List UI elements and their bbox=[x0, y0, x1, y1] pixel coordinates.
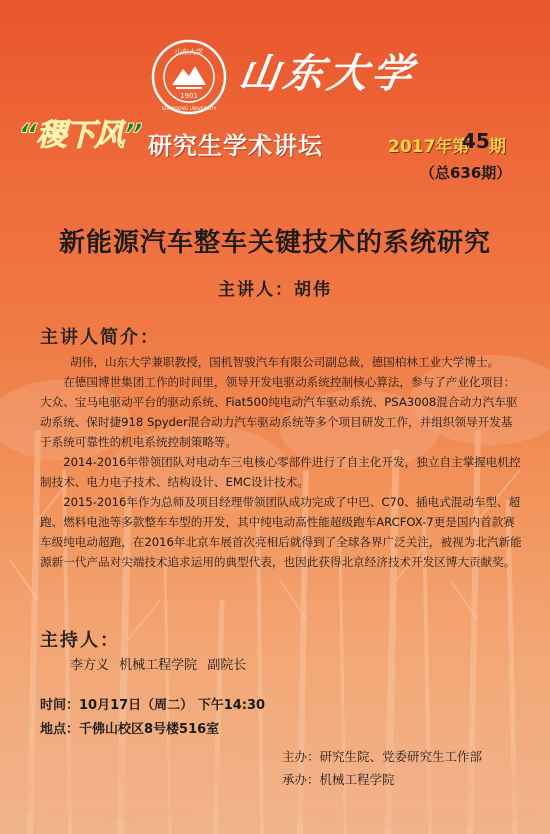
host-heading: 主持人： bbox=[40, 630, 120, 651]
svg-text:1901: 1901 bbox=[180, 92, 198, 100]
event-location: 地点：千佛山校区8号楼516室 bbox=[40, 722, 220, 737]
svg-text:山东大学: 山东大学 bbox=[175, 48, 203, 56]
host-unit: 机械工程学院 bbox=[119, 658, 198, 673]
host-organization: 主办：研究生院、党委研究生工作部 bbox=[282, 749, 483, 764]
issue-year: 2017年第 bbox=[388, 137, 470, 157]
undertaking-organization: 承办：机械工程学院 bbox=[282, 772, 395, 787]
university-name: 山东大学 bbox=[236, 50, 419, 97]
university-seal-logo bbox=[150, 38, 228, 116]
lecture-series-name: 研究生学术讲坛 bbox=[148, 132, 323, 160]
speaker-name: 胡伟 bbox=[294, 280, 332, 300]
speaker-bio-heading: 主讲人简介： bbox=[40, 327, 160, 348]
total-issue-count: （总636期） bbox=[420, 164, 512, 182]
bio-paragraph: 2015-2016年作为总师及项目经理带领团队成功完成了中巴、C70、插电式混动车型、超跑、燃料电池等多款整车车型的开发，其中纯电动高性能超级跑车ARCFOX-7更是国内首款赛车级纯电动超跑，在2016年北京车展首次亮相后就得到了全球各界广泛关注，被视为北汽新能源新一代产品对尖端技术追求运用的典型代表，也因此获得北京经济技术开发区博大贡献奖。 bbox=[40, 495, 522, 569]
bio-paragraph: 在德国博世集团工作的时间里，领导开发电驱动系统控制核心算法，参与了产业化项目：大众、宝马电驱动平台的驱动系统、Fiat500纯电动汽车驱动系统、PSA3008混合动力汽车驱动系统、保时捷918 Spyder混合动力汽车驱动系统等多个项目研发工作，并组织领导开发基于系统可靠性的机电系统控制策略等。 bbox=[40, 375, 518, 449]
issue-suffix: 期 bbox=[489, 137, 506, 157]
speaker-bio bbox=[40, 352, 522, 572]
host-title: 副院长 bbox=[207, 658, 247, 673]
speaker-label: 主讲人： bbox=[218, 280, 294, 300]
speaker-line bbox=[0, 275, 550, 300]
bio-paragraph: 胡伟，山东大学兼职教授，国机智骏汽车有限公司副总裁，德国柏林工业大学博士。 bbox=[70, 355, 500, 369]
svg-text:SHANDONG UNIVERSITY: SHANDONG UNIVERSITY bbox=[161, 107, 217, 112]
lecture-series-quote-name: “稷下风” bbox=[18, 118, 142, 153]
bio-paragraph: 2014-2016年带领团队对电动车三电核心零部件进行了自主化开发，独立自主掌握电机控制技术、电力电子技术、结构设计、EMC设计技术。 bbox=[40, 455, 521, 489]
host-name: 李方义 bbox=[70, 658, 110, 673]
event-time: 时间：10月17日（周二） 下午14:30 bbox=[40, 698, 266, 713]
host-line bbox=[70, 654, 246, 673]
issue-number: 45 bbox=[462, 129, 490, 153]
lecture-title: 新能源汽车整车关键技术的系统研究 bbox=[58, 228, 491, 258]
